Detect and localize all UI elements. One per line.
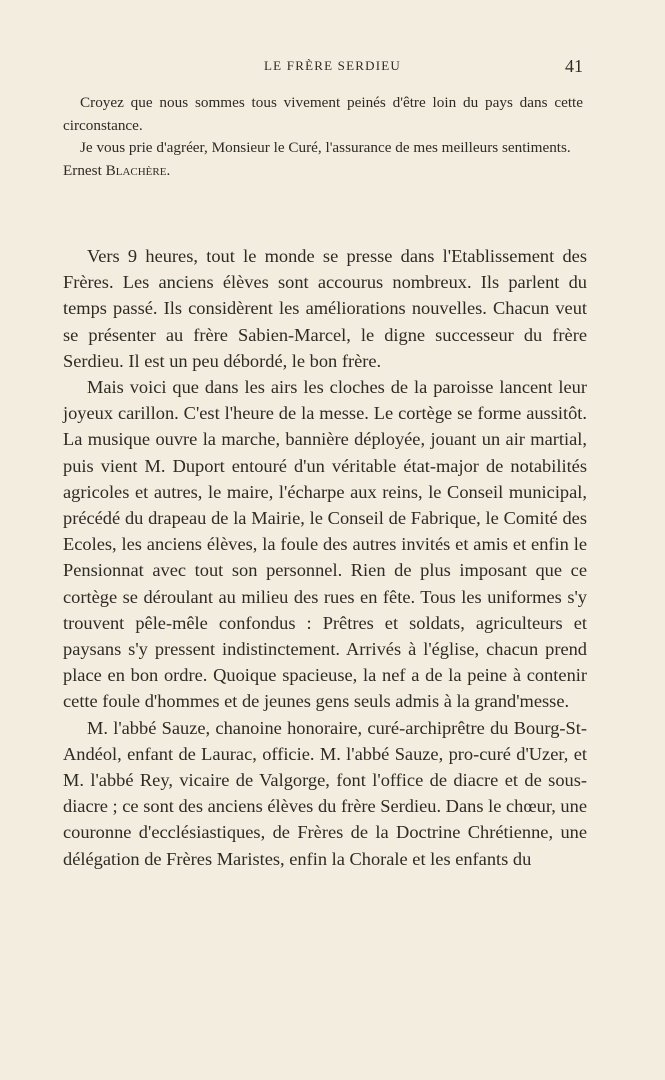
body-paragraph-3: M. l'abbé Sauze, chanoine honoraire, curé-archiprêtre du Bourg-St-Andéol, enfant de Laurac, officie. M. l'abbé Sauze, pro-curé d'Uzer, et M. l'abbé Rey, vicaire de Valgorge, font l'office de diacre et de sous-diacre ; ce sont des anciens élèves du frère Serdieu. Dans le chœur, une couronne d'ecclésiastiques, de Frères de la Doctrine Chrétienne, une délégation de Frères Maristes, enfin la Chorale et les enfants du (63, 717, 587, 869)
page-header (0, 56, 665, 80)
page-number: 41 (565, 56, 583, 76)
main-text (63, 243, 587, 872)
letter-signature (63, 160, 583, 183)
letter-paragraph-2: Je vous prie d'agréer, Monsieur le Curé, l'assurance de mes meilleurs sentiments. (80, 139, 571, 156)
letter-excerpt (63, 92, 583, 182)
letter-paragraph-1: Croyez que nous sommes tous vivement peinés d'être loin du pays dans cette circonstance. (63, 94, 583, 134)
running-title: LE FRÈRE SERDIEU (264, 58, 401, 73)
body-paragraph-1: Vers 9 heures, tout le monde se presse dans l'Etablissement des Frères. Les anciens élèves sont accourus nombreux. Ils parlent du temps passé. Ils considèrent les améliorations nouvelles. Chacun veut se présenter au frère Sabien-Marcel, le digne successeur du frère Serdieu. Il est un peu débordé, le bon frère. (63, 246, 587, 371)
signature-first-name: Ernest (63, 161, 102, 179)
signature-last-name: Blachère. (105, 161, 171, 179)
body-paragraph-2: Mais voici que dans les airs les cloches de la paroisse lancent leur joyeux carillon. C'est l'heure de la messe. Le cortège se forme aussitôt. La musique ouvre la marche, bannière déployée, jouant un air martial, puis vient M. Duport entouré d'un véritable état-major de notabilités agricoles et autres, le maire, l'écharpe aux reins, le Conseil municipal, précédé du drapeau de la Mairie, le Conseil de Fabrique, le Comité des Ecoles, les anciens élèves, la foule des autres invités et amis et enfin le Pensionnat avec tout son personnel. Rien de plus imposant que ce cortège se déroulant au milieu des rues en fête. Tous les uniformes s'y trouvent pêle-mêle confondus : Prêtres et soldats, agriculteurs et paysans s'y pressent indistinctement. Arrivés à l'église, chacun prend place en bon ordre. Quoique spacieuse, la nef a de la peine à contenir cette foule d'hommes et de jeunes gens seuls admis à la grand'messe. (63, 377, 587, 712)
